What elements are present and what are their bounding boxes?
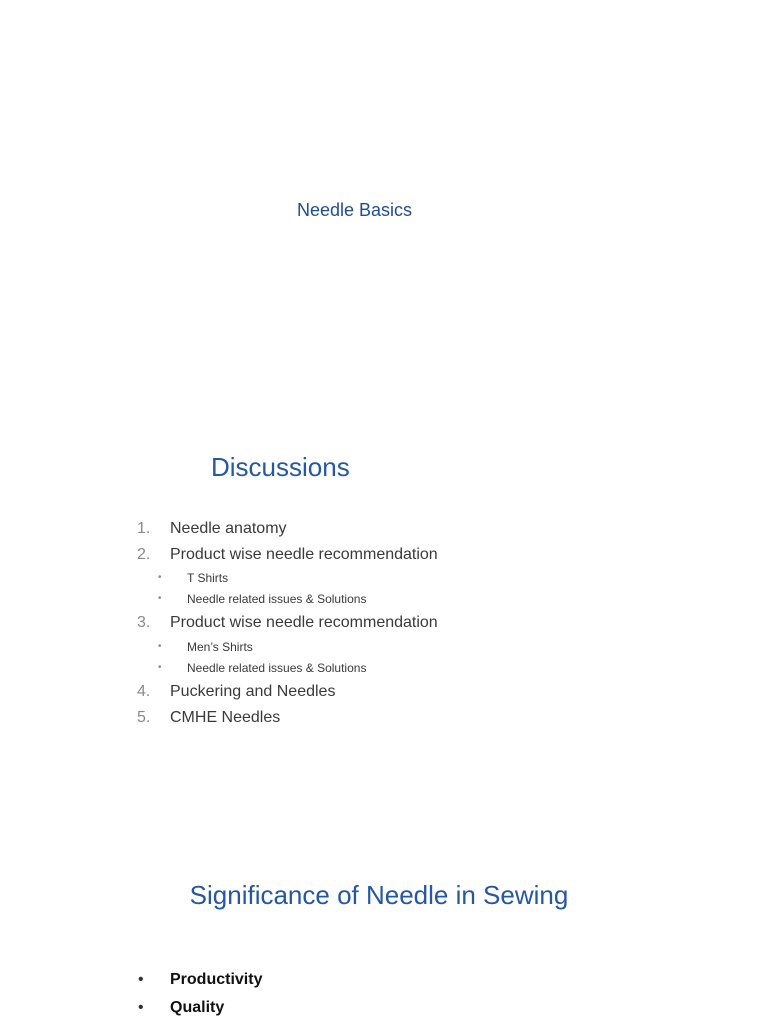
bullet-icon: •: [158, 641, 162, 652]
bullet-icon: •: [138, 999, 144, 1016]
bullet-label: Quality: [170, 999, 225, 1016]
bullet-label: Productivity: [170, 971, 263, 988]
sub-list-item: [0, 569, 768, 587]
list-item-label: Puckering and Needles: [170, 683, 336, 700]
bullet-icon: •: [158, 572, 162, 583]
sub-list-item: [0, 659, 768, 677]
list-number: 4.: [137, 683, 151, 700]
list-item-label: Needle anatomy: [170, 520, 287, 537]
sub-list-item: [0, 638, 768, 656]
sub-list-item-label: Needle related issues & Solutions: [187, 592, 367, 606]
sub-list-item-label: Needle related issues & Solutions: [187, 661, 367, 675]
sub-list-item-label: Men’s Shirts: [187, 640, 253, 654]
list-item: [0, 707, 768, 729]
sub-list-item: [0, 590, 768, 608]
slide-title-discussions: Discussions: [211, 452, 350, 482]
slide-title-needle-basics: Needle Basics: [296, 200, 413, 220]
list-number: 3.: [137, 614, 151, 631]
list-item-label: Product wise needle recommendation: [170, 614, 438, 631]
list-item: [0, 968, 768, 992]
list-item-label: Product wise needle recommendation: [170, 546, 438, 563]
bullet-icon: •: [158, 593, 162, 604]
list-item: [0, 996, 768, 1020]
list-number: 2.: [137, 546, 151, 563]
list-number: 1.: [137, 520, 151, 537]
bullet-icon: •: [138, 971, 144, 988]
list-number: 5.: [137, 709, 151, 726]
list-item-label: CMHE Needles: [170, 709, 281, 726]
list-item: [0, 544, 768, 566]
list-item: [0, 681, 768, 703]
slide-title-significance: Significance of Needle in Sewing: [189, 880, 569, 910]
list-item: [0, 612, 768, 634]
bullet-icon: •: [158, 662, 162, 673]
sub-list-item-label: T Shirts: [187, 571, 229, 585]
list-item: [0, 518, 768, 540]
